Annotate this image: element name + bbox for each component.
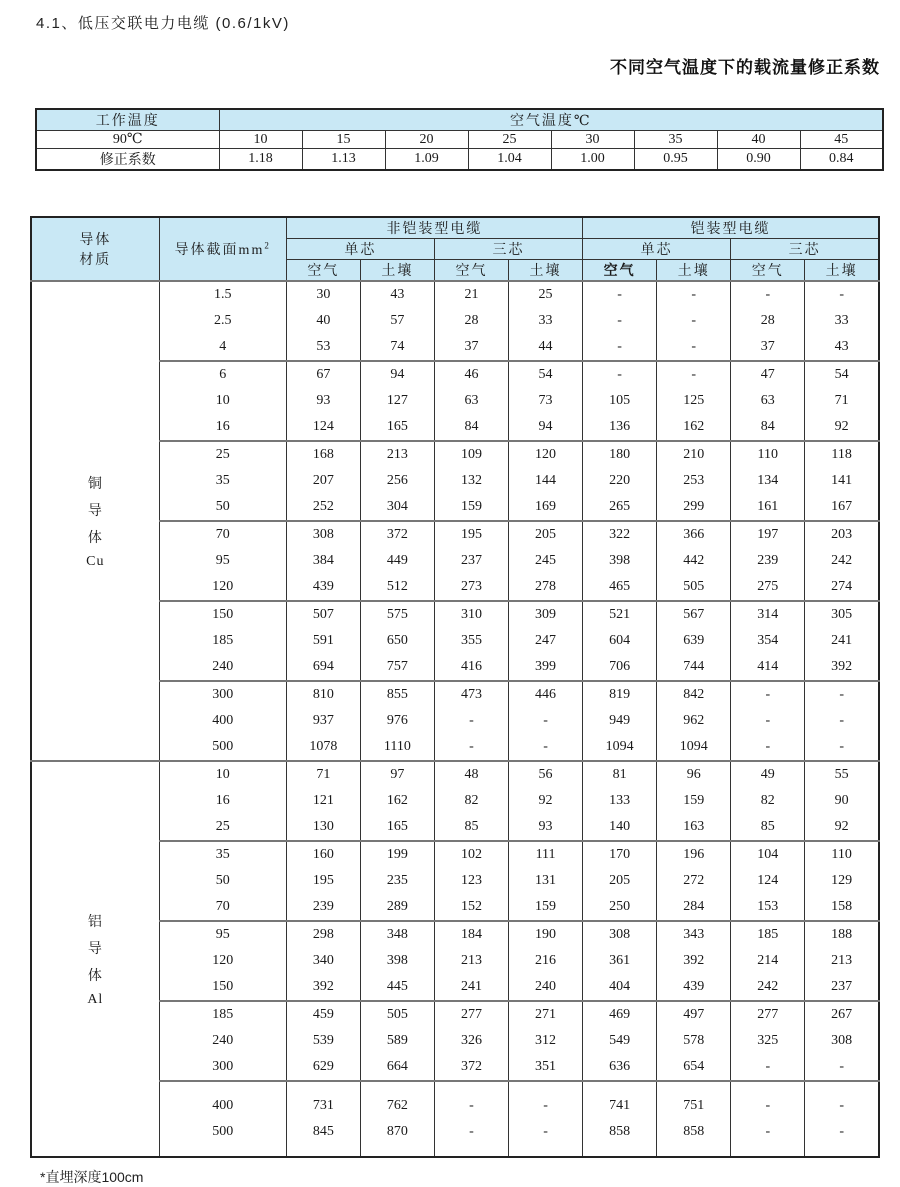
capacity-row-group	[31, 921, 879, 1001]
capacity-value-cell: - - -	[731, 681, 805, 761]
capacity-value-cell: 267 308 -	[805, 1001, 879, 1081]
capacity-value-cell: 810 937 1078	[286, 681, 360, 761]
conductor-size-cell: 6 10 16	[159, 361, 286, 441]
capacity-row-group	[31, 761, 879, 841]
capacity-row-group	[31, 281, 879, 361]
conductor-size-cell: 95 120 150	[159, 921, 286, 1001]
capacity-value-cell: 71 121 130	[286, 761, 360, 841]
capacity-value-cell: 343 392 439	[657, 921, 731, 1001]
capacity-value-cell: 741 858	[583, 1081, 657, 1157]
capacity-value-cell: 308 361 404	[583, 921, 657, 1001]
correction-table-title: 不同空气温度下的载流量修正系数	[610, 58, 880, 77]
capacity-value-cell: 469 549 636	[583, 1001, 657, 1081]
working-temp-value: 90℃	[36, 131, 219, 149]
capacity-value-cell: - -	[509, 1081, 583, 1157]
armored-three-core-header: 三芯	[731, 239, 879, 260]
capacity-row-group	[31, 841, 879, 921]
capacity-value-cell: 120 144 169	[509, 441, 583, 521]
capacity-value-cell: 277 325 -	[731, 1001, 805, 1081]
factor-cell: 1.18	[219, 149, 302, 171]
env-header-soil: 土壤	[509, 260, 583, 282]
capacity-value-cell: 180 220 265	[583, 441, 657, 521]
capacity-value-cell: - - -	[805, 681, 879, 761]
env-header-soil: 土壤	[657, 260, 731, 282]
conductor-size-cell: 35 50 70	[159, 841, 286, 921]
capacity-value-cell: 819 949 1094	[583, 681, 657, 761]
temp-cell: 35	[634, 131, 717, 149]
conductor-size-header	[159, 217, 286, 281]
capacity-value-cell: 197 239 275	[731, 521, 805, 601]
env-header-air: 空气	[286, 260, 360, 282]
conductor-size-cell: 185 240 300	[159, 1001, 286, 1081]
temperature-row	[36, 131, 883, 149]
capacity-value-cell: 521 604 706	[583, 601, 657, 681]
capacity-value-cell: - 33 43	[805, 281, 879, 361]
capacity-value-cell: 110 134 161	[731, 441, 805, 521]
capacity-value-cell: 505 589 664	[360, 1001, 434, 1081]
capacity-value-cell: 348 398 445	[360, 921, 434, 1001]
capacity-value-cell: 210 253 299	[657, 441, 731, 521]
conductor-material-label: 铝 导 体 Al	[31, 761, 159, 1157]
unarmored-cable-header: 非铠装型电缆	[286, 217, 582, 239]
capacity-value-cell: 314 354 414	[731, 601, 805, 681]
factor-cell: 1.13	[302, 149, 385, 171]
capacity-value-cell: 855 976 1110	[360, 681, 434, 761]
capacity-value-cell: - 125 162	[657, 361, 731, 441]
capacity-value-cell: 507 591 694	[286, 601, 360, 681]
capacity-row-group	[31, 1081, 879, 1157]
capacity-value-cell: 55 90 92	[805, 761, 879, 841]
working-temp-header: 工作温度	[36, 109, 219, 131]
factor-cell: 0.90	[717, 149, 800, 171]
capacity-value-cell: 195 237 273	[434, 521, 508, 601]
capacity-value-cell: 308 384 439	[286, 521, 360, 601]
factor-row	[36, 149, 883, 171]
capacity-value-cell: 298 340 392	[286, 921, 360, 1001]
capacity-value-cell: 43 57 74	[360, 281, 434, 361]
factor-cell: 1.04	[468, 149, 551, 171]
capacity-value-cell: 21 28 37	[434, 281, 508, 361]
capacity-value-cell: 104 124 153	[731, 841, 805, 921]
capacity-value-cell: 567 639 744	[657, 601, 731, 681]
capacity-value-cell: 196 272 284	[657, 841, 731, 921]
capacity-value-cell: 184 213 241	[434, 921, 508, 1001]
capacity-value-cell: - - -	[657, 281, 731, 361]
capacity-header-row-1	[31, 217, 879, 239]
conductor-size-header-text: 导体截面mm	[174, 243, 265, 258]
capacity-value-cell: 67 93 124	[286, 361, 360, 441]
capacity-row-group	[31, 361, 879, 441]
capacity-table-body	[31, 281, 879, 1157]
conductor-size-cell: 70 95 120	[159, 521, 286, 601]
capacity-row-group	[31, 1001, 879, 1081]
capacity-value-cell: 54 71 92	[805, 361, 879, 441]
capacity-value-cell: 54 73 94	[509, 361, 583, 441]
env-header-air: 空气	[434, 260, 508, 282]
capacity-value-cell: 25 33 44	[509, 281, 583, 361]
conductor-size-cell: 300 400 500	[159, 681, 286, 761]
correction-header-row	[36, 109, 883, 131]
conductor-material-header	[31, 217, 159, 281]
capacity-value-cell: 47 63 84	[731, 361, 805, 441]
temp-cell: 25	[468, 131, 551, 149]
armored-cable-header: 铠装型电缆	[583, 217, 879, 239]
factor-row-label: 修正系数	[36, 149, 219, 171]
capacity-value-cell: 96 159 163	[657, 761, 731, 841]
capacity-value-cell: 168 207 252	[286, 441, 360, 521]
capacity-value-cell: 277 326 372	[434, 1001, 508, 1081]
capacity-value-cell: 842 962 1094	[657, 681, 731, 761]
capacity-value-cell: 102 123 152	[434, 841, 508, 921]
capacity-value-cell: 446 - -	[509, 681, 583, 761]
capacity-value-cell: 56 92 93	[509, 761, 583, 841]
capacity-value-cell: 459 539 629	[286, 1001, 360, 1081]
temp-cell: 45	[800, 131, 883, 149]
capacity-value-cell: - - -	[583, 281, 657, 361]
capacity-value-cell: 188 213 237	[805, 921, 879, 1001]
capacity-value-cell: 190 216 240	[509, 921, 583, 1001]
capacity-value-cell: 762 870	[360, 1081, 434, 1157]
capacity-value-cell: 205 245 278	[509, 521, 583, 601]
capacity-value-cell: 118 141 167	[805, 441, 879, 521]
capacity-row-group	[31, 601, 879, 681]
capacity-value-cell: - 105 136	[583, 361, 657, 441]
factor-cell: 1.00	[551, 149, 634, 171]
capacity-value-cell: 310 355 416	[434, 601, 508, 681]
capacity-value-cell: - 28 37	[731, 281, 805, 361]
capacity-value-cell: 473 - -	[434, 681, 508, 761]
capacity-value-cell: - -	[731, 1081, 805, 1157]
conductor-material-label: 铜 导 体 Cu	[31, 281, 159, 761]
conductor-material-header-line2: 材质	[79, 253, 112, 268]
capacity-value-cell: 185 214 242	[731, 921, 805, 1001]
conductor-material-header-line1: 导体	[79, 233, 112, 248]
capacity-value-cell: 731 845	[286, 1081, 360, 1157]
conductor-size-cell: 400 500	[159, 1081, 286, 1157]
capacity-value-cell: 213 256 304	[360, 441, 434, 521]
capacity-value-cell: 497 578 654	[657, 1001, 731, 1081]
conductor-size-cell: 25 35 50	[159, 441, 286, 521]
temp-cell: 30	[551, 131, 634, 149]
capacity-value-cell: 366 442 505	[657, 521, 731, 601]
unarmored-three-core-header: 三芯	[434, 239, 582, 260]
capacity-value-cell: 110 129 158	[805, 841, 879, 921]
capacity-value-cell: - -	[805, 1081, 879, 1157]
burial-depth-footnote: *直埋深度100cm	[40, 1169, 144, 1185]
capacity-value-cell: 199 235 289	[360, 841, 434, 921]
conductor-size-header-sup: 2	[264, 240, 271, 251]
temp-cell: 10	[219, 131, 302, 149]
unarmored-single-core-header: 单芯	[286, 239, 434, 260]
page-title: 4.1、低压交联电力电缆 (0.6/1kV)	[36, 15, 290, 32]
capacity-row-group	[31, 441, 879, 521]
capacity-value-cell: - -	[434, 1081, 508, 1157]
capacity-table	[30, 216, 880, 1158]
capacity-value-cell: 575 650 757	[360, 601, 434, 681]
env-header-air: 空气	[583, 260, 657, 282]
capacity-value-cell: 111 131 159	[509, 841, 583, 921]
capacity-value-cell: 322 398 465	[583, 521, 657, 601]
env-header-air: 空气	[731, 260, 805, 282]
conductor-size-cell: 10 16 25	[159, 761, 286, 841]
capacity-value-cell: 203 242 274	[805, 521, 879, 601]
capacity-value-cell: 109 132 159	[434, 441, 508, 521]
temp-cell: 20	[385, 131, 468, 149]
capacity-value-cell: 97 162 165	[360, 761, 434, 841]
conductor-size-cell: 150 185 240	[159, 601, 286, 681]
capacity-row-group	[31, 681, 879, 761]
conductor-size-cell: 1.5 2.5 4	[159, 281, 286, 361]
capacity-value-cell: 94 127 165	[360, 361, 434, 441]
capacity-value-cell: 305 241 392	[805, 601, 879, 681]
capacity-value-cell: 160 195 239	[286, 841, 360, 921]
capacity-value-cell: 170 205 250	[583, 841, 657, 921]
temp-cell: 15	[302, 131, 385, 149]
env-header-soil: 土壤	[360, 260, 434, 282]
capacity-value-cell: 81 133 140	[583, 761, 657, 841]
factor-cell: 0.95	[634, 149, 717, 171]
env-header-soil: 土壤	[805, 260, 879, 282]
air-temp-header: 空气温度℃	[219, 109, 883, 131]
capacity-value-cell: 271 312 351	[509, 1001, 583, 1081]
temp-cell: 40	[717, 131, 800, 149]
factor-cell: 0.84	[800, 149, 883, 171]
capacity-value-cell: 751 858	[657, 1081, 731, 1157]
capacity-value-cell: 30 40 53	[286, 281, 360, 361]
factor-cell: 1.09	[385, 149, 468, 171]
capacity-value-cell: 49 82 85	[731, 761, 805, 841]
correction-factor-table	[35, 108, 884, 171]
capacity-row-group	[31, 521, 879, 601]
capacity-value-cell: 372 449 512	[360, 521, 434, 601]
capacity-value-cell: 46 63 84	[434, 361, 508, 441]
capacity-value-cell: 309 247 399	[509, 601, 583, 681]
armored-single-core-header: 单芯	[583, 239, 731, 260]
capacity-value-cell: 48 82 85	[434, 761, 508, 841]
